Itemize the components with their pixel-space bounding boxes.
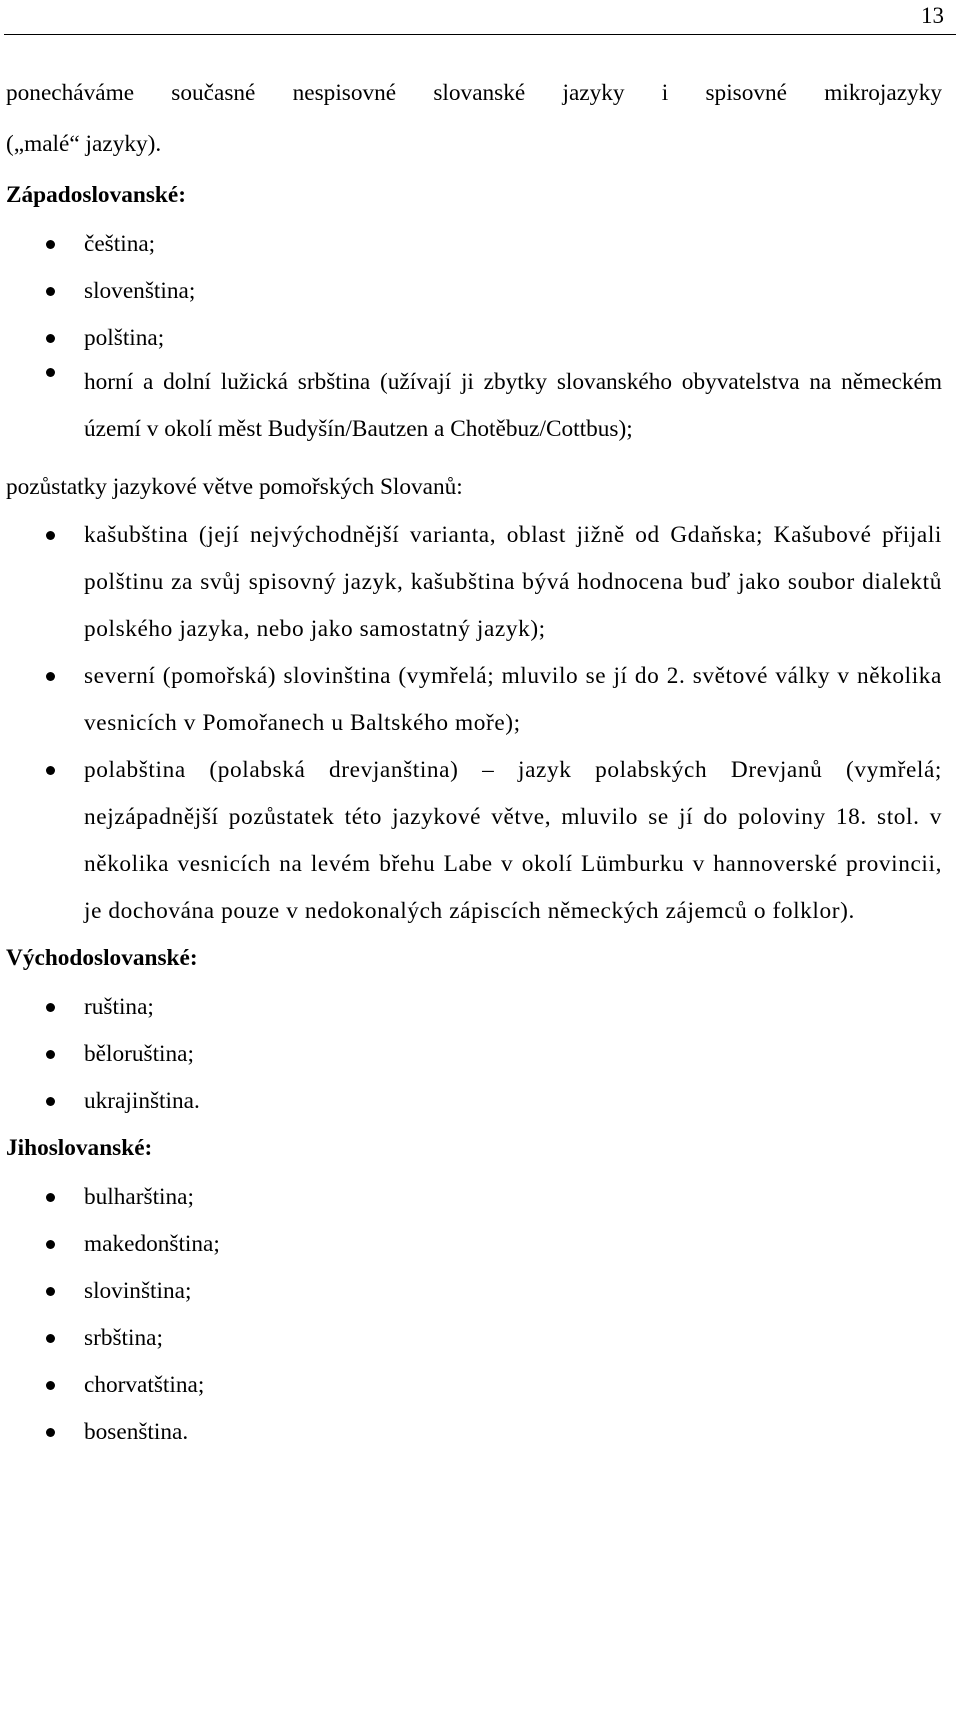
list-item: bosenština. <box>6 1419 942 1445</box>
list-item: ruština; <box>6 994 942 1020</box>
list-item: polština; <box>6 325 942 351</box>
list-item: chorvatština; <box>6 1372 942 1398</box>
list-item: severní (pomořská) slovinština (vymřelá; mluvilo se jí do 2. světové války v několika vesnicích v Pomořanech u Baltského moře); <box>6 653 942 747</box>
list-item: srbština; <box>6 1325 942 1351</box>
page-number: 13 <box>921 3 944 28</box>
page-body <box>6 80 942 1445</box>
south-slavic-heading: Jihoslovanské: <box>6 1135 153 1161</box>
header-rule <box>4 34 956 35</box>
list-item: makedonština; <box>6 1231 942 1257</box>
list-item: horní a dolní lužická srbština (užívají ji zbytky slovanského obyvatelstva na německém území v okolí měst Budyšín/Bautzen a Chotěbuz/Cottbus); <box>6 359 942 453</box>
west-slavic-list <box>6 231 942 453</box>
list-item: polabština (polabská drevjanština) – jazyk polabských Drevjanů (vymřelá; nejzápadnější pozůstatek této jazykové větve, mluvilo se jí do poloviny 18. stol. v několika vesnicích na levém břehu Labe v okolí Lümburku v hannoverské provincii, je dochována pouze v nedokonalých zápiscích německých zájemců o folklor). <box>6 747 942 935</box>
pomeranian-list <box>6 512 942 935</box>
list-item: slovenština; <box>6 278 942 304</box>
east-slavic-list <box>6 994 942 1114</box>
intro-paragraph <box>6 80 942 157</box>
pomeranian-remnants-heading: pozůstatky jazykové větve pomořských Slovanů: <box>6 474 463 500</box>
west-slavic-heading: Západoslovanské: <box>6 182 186 208</box>
list-item: bulharština; <box>6 1184 942 1210</box>
east-slavic-heading: Východoslovanské: <box>6 945 198 971</box>
intro-line-1: ponecháváme současné nespisovné slovanské jazyky i spisovné mikrojazyky <box>6 80 942 106</box>
list-item: čeština; <box>6 231 942 257</box>
list-item: běloruština; <box>6 1041 942 1067</box>
list-item: kašubština (její nejvýchodnější varianta, oblast jižně od Gdaňska; Kašubové přijali polštinu za svůj spisovný jazyk, kašubština bývá hodnocena buď jako soubor dialektů polského jazyka, nebo jako samostatný jazyk); <box>6 512 942 653</box>
list-item: ukrajinština. <box>6 1088 942 1114</box>
south-slavic-list <box>6 1184 942 1445</box>
list-item: slovinština; <box>6 1278 942 1304</box>
intro-line-2: („malé“ jazyky). <box>6 131 162 157</box>
